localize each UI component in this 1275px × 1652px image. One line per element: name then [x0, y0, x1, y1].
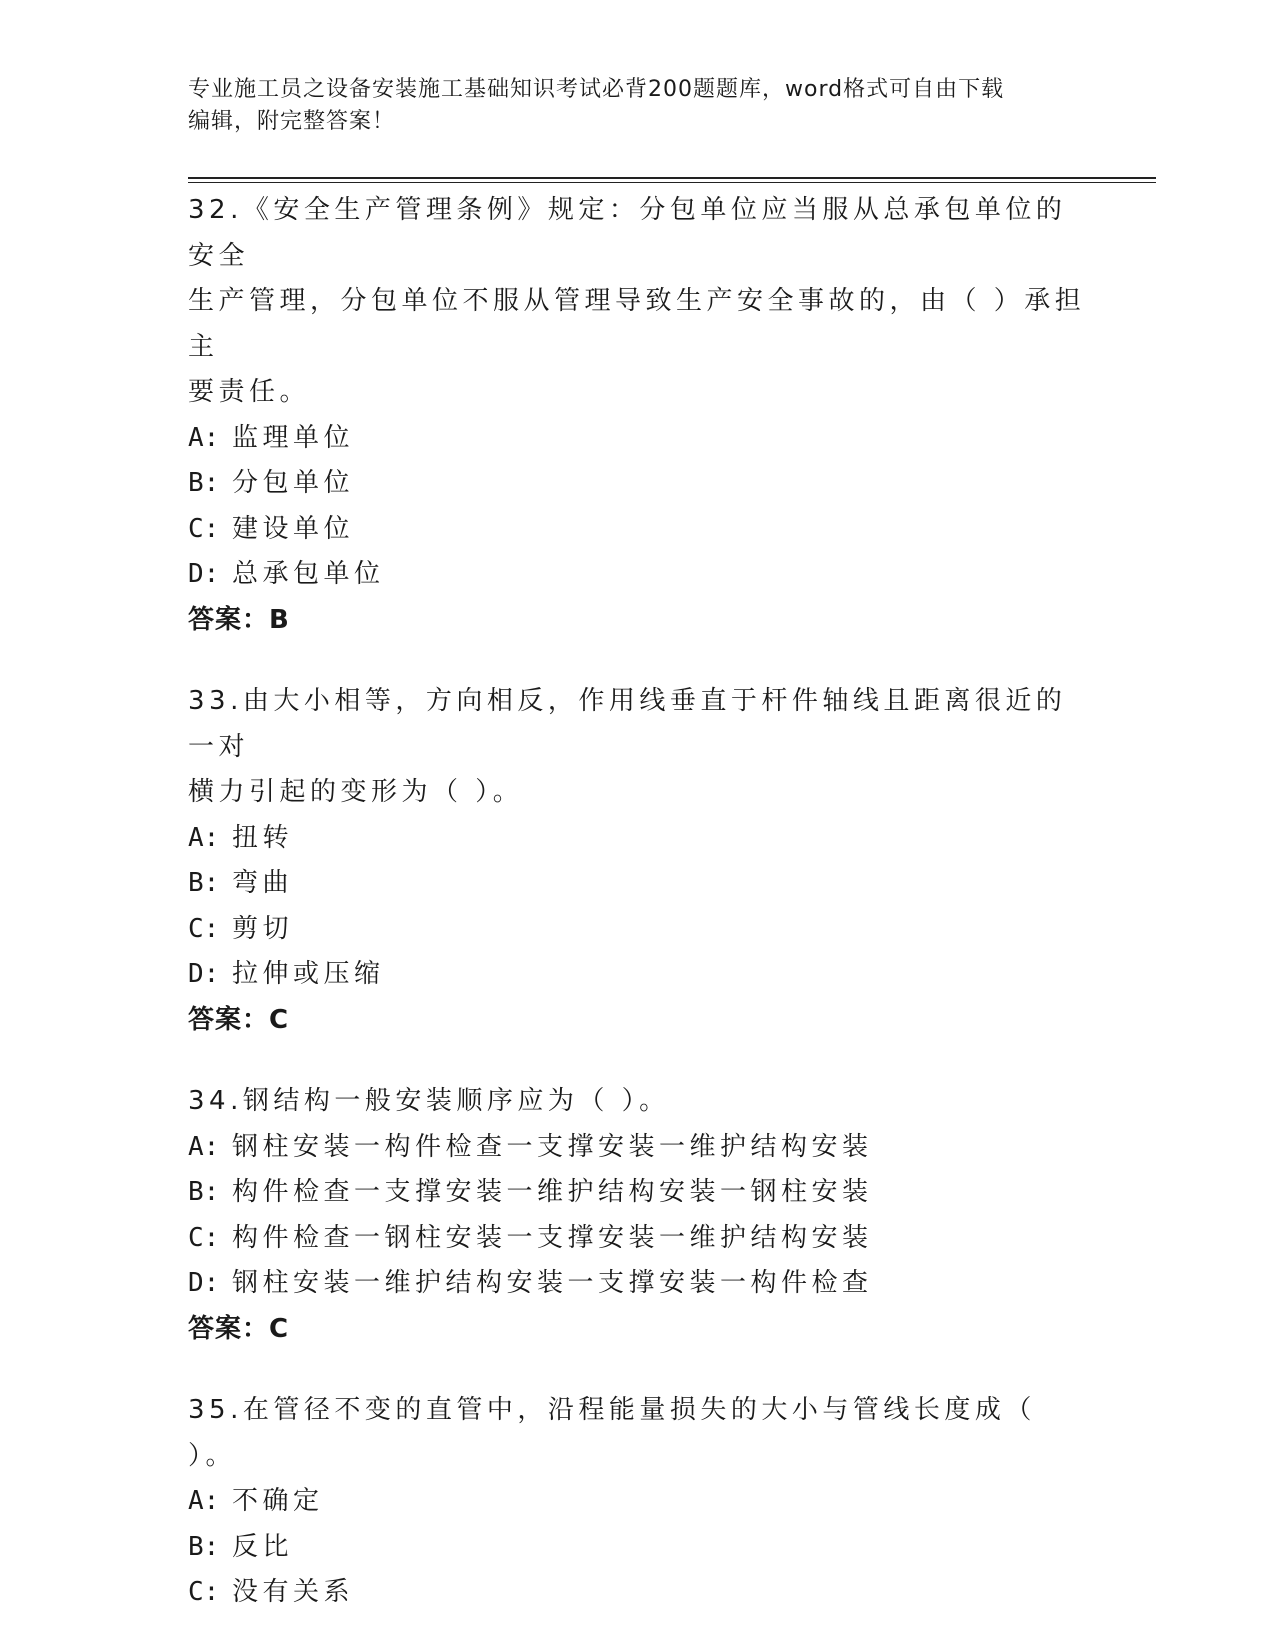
- option-a: [188, 816, 1088, 862]
- option-text: 监理单位: [232, 422, 355, 453]
- option-c: [188, 907, 1088, 953]
- question-32: [188, 188, 1088, 643]
- option-letter: C:: [188, 1222, 220, 1253]
- option-letter: B:: [188, 868, 220, 898]
- option-text: 构件检查一钢柱安装一支撑安装一维护结构安装: [232, 1222, 873, 1253]
- option-letter: A:: [188, 1131, 220, 1162]
- option-a: [188, 1479, 1088, 1525]
- option-letter: A:: [188, 822, 220, 853]
- question-list: [188, 188, 1088, 1652]
- option-d: [188, 952, 1088, 998]
- question-stem-line: 35.在管径不变的直管中，沿程能量损失的大小与管线长度成（ ）。: [188, 1395, 1036, 1471]
- option-c: [188, 1570, 1088, 1616]
- option-letter: C:: [188, 913, 220, 944]
- option-letter: D:: [188, 1268, 220, 1298]
- option-c: [188, 1216, 1088, 1262]
- answer-label: 答案：C: [188, 1004, 290, 1035]
- option-text: 拉伸或压缩: [232, 959, 385, 989]
- option-text: 反比: [232, 1531, 294, 1562]
- option-letter: A:: [188, 422, 220, 453]
- option-text: 剪切: [232, 913, 294, 944]
- option-text: 没有关系: [232, 1577, 355, 1607]
- option-text: 分包单位: [232, 468, 355, 498]
- option-letter: C:: [188, 1577, 220, 1607]
- answer-label: 答案：C: [188, 1313, 290, 1344]
- option-text: 弯曲: [232, 868, 294, 898]
- option-b: [188, 1170, 1088, 1216]
- option-letter: D:: [188, 959, 220, 989]
- header-line-2: 编辑，附完整答案！: [188, 109, 396, 134]
- option-b: [188, 1525, 1088, 1571]
- question-stem-line: 33.由大小相等，方向相反，作用线垂直于杆件轴线且距离很近的一对: [188, 686, 1067, 762]
- option-text: 钢柱安装一构件检查一支撑安装一维护结构安装: [232, 1131, 873, 1162]
- question-stem-line: 生产管理，分包单位不服从管理导致生产安全事故的，由（ ）承担主: [188, 286, 1086, 362]
- header-divider-thick: [188, 177, 1156, 179]
- option-b: [188, 861, 1088, 907]
- option-d: [188, 1261, 1088, 1307]
- option-c: [188, 507, 1088, 553]
- question-35: [188, 1388, 1088, 1616]
- header-line-1: 专业施工员之设备安装施工基础知识考试必背200题题库，word格式可自由下载: [188, 77, 1005, 102]
- header-divider-thin: [188, 182, 1156, 183]
- option-letter: B:: [188, 1531, 220, 1562]
- question-stem: [188, 679, 1088, 816]
- question-33: [188, 679, 1088, 1043]
- option-letter: B:: [188, 468, 220, 498]
- answer-label: 答案：B: [188, 604, 290, 635]
- option-b: [188, 461, 1088, 507]
- option-letter: C:: [188, 513, 220, 544]
- option-text: 扭转: [232, 822, 294, 853]
- question-stem-line: 32.《安全生产管理条例》规定：分包单位应当服从总承包单位的安全: [188, 195, 1067, 271]
- option-a: [188, 416, 1088, 462]
- option-letter: D:: [188, 559, 220, 589]
- question-34: [188, 1079, 1088, 1352]
- option-text: 构件检查一支撑安装一维护结构安装一钢柱安装: [232, 1177, 873, 1207]
- option-text: 总承包单位: [232, 559, 385, 589]
- question-stem: [188, 188, 1088, 416]
- document-header: [188, 74, 1068, 138]
- question-stem-line: 要责任。: [188, 377, 311, 407]
- option-a: [188, 1125, 1088, 1171]
- option-letter: A:: [188, 1486, 220, 1516]
- question-stem-line: 横力引起的变形为（ ）。: [188, 777, 524, 807]
- question-stem-line: 34.钢结构一般安装顺序应为（ ）。: [188, 1086, 670, 1116]
- question-stem: [188, 1388, 1088, 1479]
- option-text: 不确定: [232, 1486, 324, 1516]
- question-stem: [188, 1079, 1088, 1125]
- option-text: 钢柱安装一维护结构安装一支撑安装一构件检查: [232, 1268, 873, 1298]
- option-d: [188, 552, 1088, 598]
- option-text: 建设单位: [232, 513, 355, 544]
- option-letter: B:: [188, 1177, 220, 1207]
